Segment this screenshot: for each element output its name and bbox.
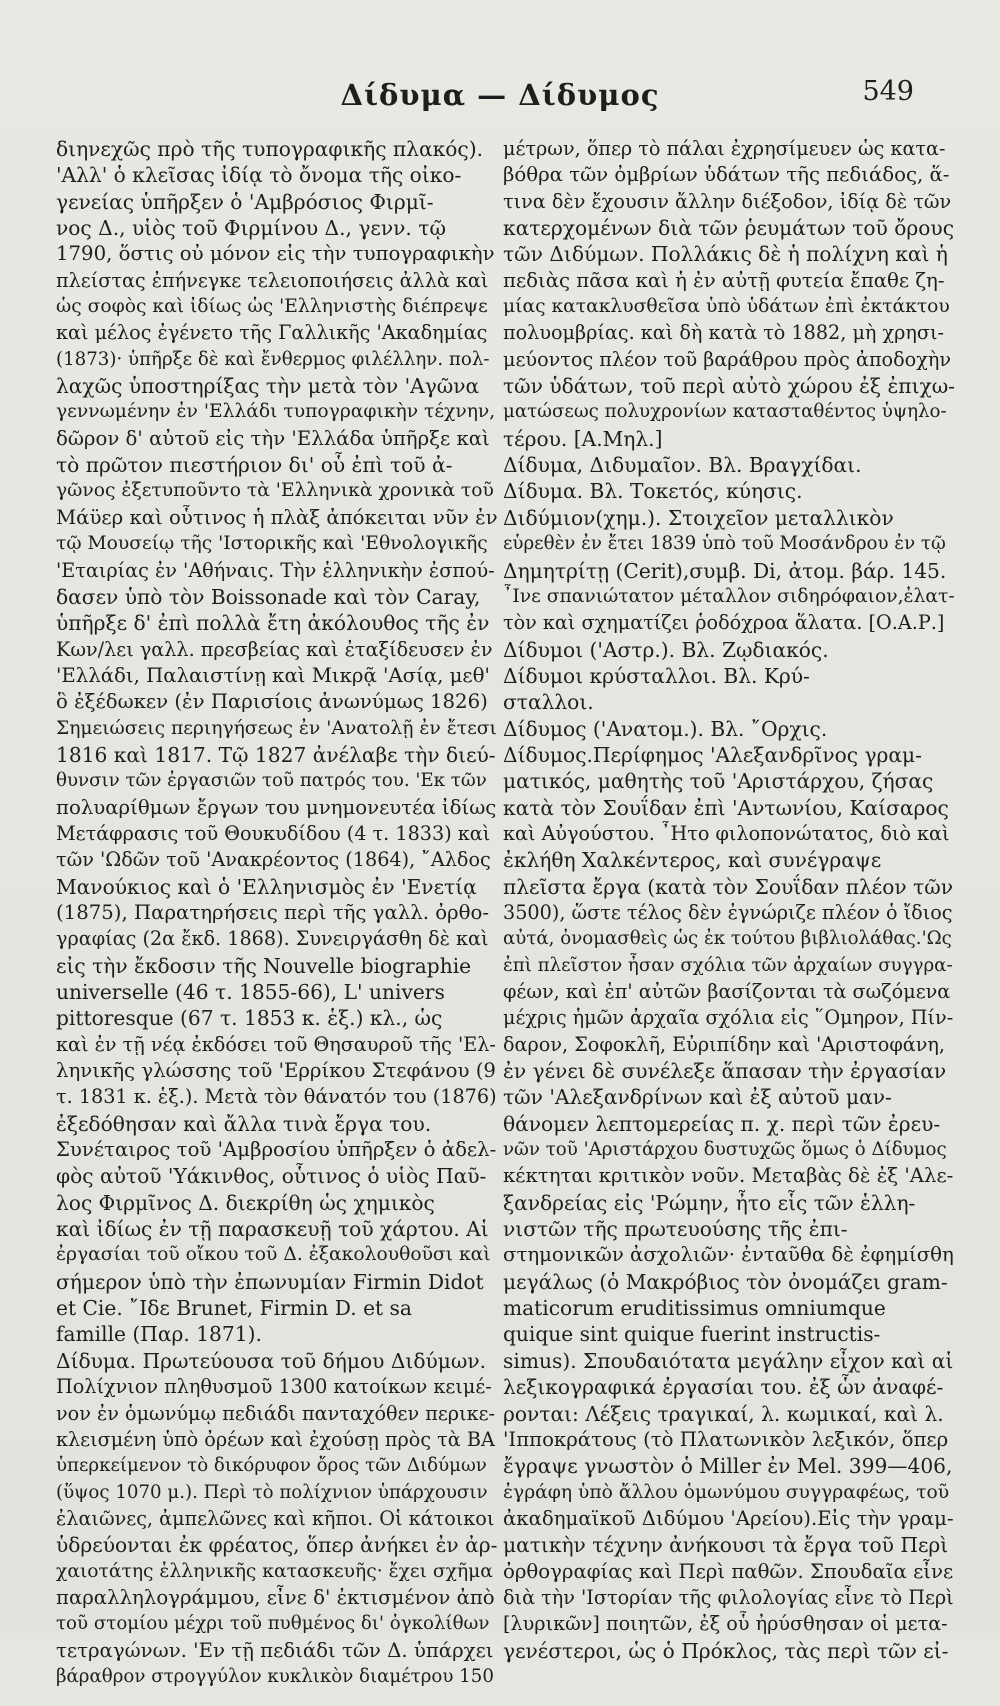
text-line: Δίδυμοι ('Αστρ.). Βλ. Ζῳδιακός. (503, 637, 829, 662)
text-line: 1816 καὶ 1817. Τῷ 1827 ἀνέλαβε τὴν διεύ- (56, 742, 496, 767)
text-line: Δίδυμα, Διδυμαῖον. Βλ. Βραγχίδαι. (503, 453, 862, 478)
text-line: ὑδρεύονται ἐκ φρέατος, ὅπερ ἀνήκει ἐν ἀρ- (56, 1533, 498, 1558)
text-line: τὸν καὶ σχηματίζει ῥοδόχροα ἅλατα. [Ο.Α.Ρ.] (503, 611, 945, 635)
text-line: εὑρεθὲν ἐν ἔτει 1839 ὑπὸ τοῦ Μοσάνδρου ἐν τῷ (503, 533, 946, 555)
text-line: simus). Σπουδαιότατα μεγάλην εἶχον καὶ αἱ (503, 1348, 954, 1373)
text-line: χαιοτάτης ἑλληνικῆς κατασκευῆς· ἔχει σχῆμα (56, 1560, 493, 1582)
text-line: 1790, ὅστις οὐ μόνον εἰς τὴν τυπογραφικὴν (56, 242, 495, 266)
text-line: κατὰ τὸν Σουΐδαν ἐπὶ 'Αντωνίου, Καίσαρος (503, 795, 949, 820)
text-line: μέτρων, ὅπερ τὸ πάλαι ἐχρησίμευεν ὡς κατα- (503, 137, 946, 160)
text-line: ὑπῆρξε δ' ἐπὶ πολλὰ ἔτη ἀκόλουθος τῆς ἐν (56, 611, 490, 636)
text-line: πολυομβρίας. καὶ δὴ κατὰ τὸ 1882, μὴ χρησι- (503, 321, 945, 345)
text-line: ξανδρείας εἰς 'Ρώμην, ἦτο εἷς τῶν ἑλλη- (503, 1190, 916, 1215)
text-line: νον ἐν ὁμωνύμῳ πεδιάδι πανταχόθεν περικε- (56, 1401, 496, 1425)
text-line: τέρου. [Α.Μηλ.] (503, 426, 663, 451)
text-line: γραφίας (2α ἔκδ. 1868). Συνειργάσθη δὲ καὶ (56, 927, 489, 951)
text-line: Δίδυμος.Περίφημος 'Αλεξανδρῖνος γραμ- (503, 742, 922, 767)
text-line: (ὕψος 1070 μ.). Περὶ τὸ πολίχνιον ὑπάρχουσιν (56, 1481, 488, 1503)
text-line: εἰς τὴν ἔκδοσιν τῆς Nouvelle biographie (56, 953, 472, 978)
text-line: Μετάφρασις τοῦ Θουκυδίδου (4 τ. 1833) καὶ (56, 821, 491, 845)
text-line: διηνεχῶς πρὸ τῆς τυπογραφικῆς πλακός). (56, 137, 483, 161)
text-line: Κων/λει γαλλ. πρεσβείας καὶ ἐταξίδευσεν ἐν (56, 637, 493, 661)
text-line: Δίδυμος ('Ανατομ.). Βλ. ῎Ορχις. (503, 716, 828, 741)
text-line: universelle (46 τ. 1855-66), L' univers (56, 980, 445, 1004)
right-column (503, 136, 955, 1664)
text-line: Δημητρίτῃ (Cerit),συμβ. Di, ἀτομ. βάρ. 145. (503, 558, 947, 583)
text-line: καὶ μέλος ἐγένετο τῆς Γαλλικῆς 'Ακαδημίας (56, 321, 488, 345)
text-line: δῶρον δ' αὐτοῦ εἰς τὴν 'Ελλάδα ὑπῆρξε καὶ (56, 426, 490, 450)
text-line: ματικός, μαθητὴς τοῦ 'Αριστάρχου, ζήσας (503, 769, 934, 794)
text-line: 'Ιπποκράτους (τὸ Πλατωνικὸν λεξικόν, ὅπερ (503, 1427, 949, 1451)
text-line: λαχῶς ὑποστηρίξας τὴν μετὰ τὸν 'Αγῶνα (56, 374, 480, 399)
text-line: κέκτηται κριτικὸν νοῦν. Μεταβὰς δὲ ἐξ 'Αλε- (503, 1164, 954, 1188)
text-line: γενέστεροι, ὡς ὁ Πρόκλος, τὰς περὶ τῶν εἰ- (503, 1638, 949, 1663)
text-line: πεδιὰς πᾶσα καὶ ἡ ἐν αὐτῇ φυτεία ἔπαθε ζη- (503, 268, 945, 292)
text-line: ματικὴν τέχνην ἀνήκουσι τὰ ἔργα τοῦ Περὶ (503, 1533, 949, 1558)
text-line: βάραθρον στρογγύλον κυκλικὸν διαμέτρου 150 (56, 1665, 494, 1687)
text-line: ὑπερκείμενον τὸ δικόρυφον ὄρος τῶν Διδύμων (56, 1455, 487, 1477)
text-line: λος Φιρμῖνος Δ. διεκρίθη ὡς χημικὸς (56, 1190, 435, 1215)
text-line: τῶν 'Αλεξανδρίνων καὶ ἐξ αὐτοῦ μαν- (503, 1085, 892, 1110)
text-line: maticorum eruditissimus omniumque (503, 1296, 886, 1321)
text-line: νῶν τοῦ 'Αριστάρχου δυστυχῶς ὅμως ὁ Δίδυμος (503, 1139, 947, 1161)
text-line: καὶ Αὐγούστου. ῏Ητο φιλοπονώτατος, διὸ καὶ (503, 821, 950, 845)
text-line: νος Δ., υἱὸς τοῦ Φιρμίνου Δ., γενν. τῷ (56, 216, 446, 241)
text-line: θάνομεν λεπτομερείας π. χ. περὶ τῶν ἐρευ- (503, 1111, 941, 1136)
page-number: 549 (862, 76, 914, 107)
text-line: famille (Παρ. 1871). (56, 1322, 262, 1347)
text-line: λεξικογραφικά ἐργασίαι του. ἐξ ὧν ἀναφέ- (503, 1375, 944, 1400)
text-line: πλεῖστα ἔργα (κατὰ τὸν Σουΐδαν πλέον τῶν (503, 874, 953, 899)
text-line: ἐλαιῶνες, ἀμπελῶνες καὶ κῆποι. Οἱ κάτοικοι (56, 1506, 495, 1530)
text-line: μεύοντος πλέον τοῦ βαράθρου πρὸς ἀποδοχὴν (503, 347, 951, 371)
text-line: ἐπὶ πλεῖστον ἦσαν σχόλια τῶν ἀρχαίων συγγρα- (503, 954, 953, 976)
text-line: δαρον, Σοφοκλῆ, Εὐριπίδην καὶ 'Αριστοφάνη, (503, 1032, 945, 1056)
text-line: τῶν Διδύμων. Πολλάκις δὲ ἡ πολίχνη καὶ ἡ (503, 242, 948, 267)
text-line: στημονικῶν ἀσχολιῶν· ἐνταῦθα δὲ ἐφημίσθη (503, 1243, 954, 1267)
text-line: ἐν γένει δὲ συνέλεξε ἅπασαν τὴν ἐργασίαν (503, 1059, 947, 1084)
text-line: ἐκλήθη Χαλκέντερος, καὶ συνέγραψε (503, 848, 882, 873)
text-line: ἐξεδόθησαν καὶ ἄλλα τινὰ ἔργα του. (56, 1111, 432, 1136)
text-line: μίας κατακλυσθεῖσα ὑπὸ ὑδάτων ἐπὶ ἐκτάκτου (503, 296, 950, 318)
text-line: Συνέταιρος τοῦ 'Αμβροσίου ὑπῆρξεν ὁ ἀδελ- (56, 1138, 497, 1162)
text-line: 'Αλλ' ὁ κλεῖσας ἰδίᾳ τὸ ὄνομα τῆς οἰκο- (56, 163, 462, 188)
text-line: Δίδυμα. Πρωτεύουσα τοῦ δήμου Διδύμων. (56, 1348, 487, 1373)
text-line: κλεισμένη ὑπὸ ὀρέων καὶ ἐχούσῃ πρὸς τὰ ΒΑ (56, 1427, 495, 1451)
text-line: τὸ πρῶτον πιεστήριον δι' οὗ ἐπὶ τοῦ ἀ- (56, 453, 453, 478)
text-line: [λυρικῶν] ποιητῶν, ἐξ οὗ ἠρύσθησαν οἱ μετα- (503, 1612, 948, 1636)
text-line: Δίδυμα. Βλ. Τοκετός, κύησις. (503, 479, 803, 504)
text-line: αὐτά, ὀνομασθεὶς ὡς ἐκ τούτου βιβλιολάθας.'Ως (503, 928, 952, 950)
text-line: ἔγραψε γνωστὸν ὁ Miller ἐν Mel. 399—406, (503, 1454, 953, 1479)
text-line: πλείστας ἐπήνεγκε τελειοποιήσεις ἀλλὰ καὶ (56, 268, 489, 292)
text-line: Πολίχνιον πληθυσμοῦ 1300 κατοίκων κειμέ- (56, 1375, 492, 1399)
text-line: γενείας ὑπῆρξεν ὁ 'Αμβρόσιος Φιρμῖ- (56, 189, 434, 214)
text-line: βόθρα τῶν ὀμβρίων ὑδάτων τῆς πεδιάδος, ἅ- (503, 163, 950, 187)
text-line: πολυαρίθμων ἔργων του μνημονευτέα ἰδίως (56, 795, 497, 819)
text-line: μέχρις ἡμῶν ἀρχαῖα σχόλια εἰς ῞Ομηρον, Πίν- (503, 1006, 954, 1030)
text-line: et Cie. ῎Ιδε Brunet, Firmin D. et sa (56, 1296, 412, 1321)
text-line: Μανούκιος καὶ ὁ 'Ελληνισμὸς ἐν 'Ενετίᾳ (56, 874, 477, 899)
running-head: Δίδυμα — Δίδυμος (340, 78, 660, 112)
column-divider (498, 136, 499, 1706)
text-line: τῶν ὑδάτων, τοῦ περὶ αὐτὸ χώρου ἐξ ἐπιχω- (503, 374, 955, 399)
text-line: παραλληλογράμμου, εἶνε δ' ἐκτισμένον ἀπὸ (56, 1585, 495, 1609)
text-line: δασεν ὑπὸ τὸν Boissonade καὶ τὸν Caray, (56, 584, 481, 609)
text-line: ὡς σοφὸς καὶ ἰδίως ὡς 'Ελληνιστὴς διέπρεψε (56, 296, 488, 318)
text-line: ληνικῆς γλώσσης τοῦ 'Ερρίκου Στεφάνου (9 (56, 1059, 496, 1083)
text-line: ἀκαδημαϊκοῦ Διδύμου 'Αρείου).Εἰς τὴν γραμ- (503, 1506, 954, 1530)
text-line: τινα δὲν ἔχουσιν ἄλλην διέξοδον, ἰδίᾳ δὲ τῶν (503, 189, 952, 213)
text-line: φέων, καὶ ἐπ' αὐτῶν βασίζονται τὰ σωζόμενα (503, 980, 951, 1003)
text-line: θυνσιν τῶν ἐργασιῶν τοῦ πατρός του. 'Εκ τῶν (56, 770, 487, 792)
text-line: φὸς αὐτοῦ 'Υάκινθος, οὗτινος ὁ υἱὸς Παῦ- (56, 1164, 487, 1189)
text-line: ἐργασίαι τοῦ οἴκου τοῦ Δ. ἐξακολουθοῦσι καὶ (56, 1244, 491, 1266)
text-line: τοῦ στομίου μέχρι τοῦ πυθμένος δι' ὀγκολίθων (56, 1613, 490, 1635)
text-line: τετραγώνων. 'Εν τῇ πεδιάδι τῶν Δ. ὑπάρχει (56, 1638, 494, 1662)
left-column (56, 136, 498, 1690)
text-line: σταλλοι. (503, 690, 594, 715)
text-line: (1875), Παρατηρήσεις περὶ τῆς γαλλ. ὀρθο- (56, 900, 489, 924)
text-line: γῶνος ἐξετυποῦντο τὰ 'Ελληνικὰ χρονικὰ τοῦ (56, 480, 494, 502)
text-line: pittoresque (67 τ. 1853 κ. ἑξ.) κλ., ὡς (56, 1006, 443, 1031)
text-line: διὰ τὴν 'Ιστορίαν τῆς φιλολογίας εἶνε τὸ Περὶ (503, 1585, 954, 1609)
text-line: τῶν 'Ωδῶν τοῦ 'Ανακρέοντος (1864), ῎Αλδος (56, 848, 491, 872)
text-line: ἐγράφη ὑπὸ ἄλλου ὁμωνύμου συγγραφέως, τοῦ (503, 1481, 950, 1503)
text-line: ματώσεως πολυχρονίων κατασταθέντος ὑψηλο- (503, 401, 947, 423)
text-line: Μάϋερ καὶ οὗτινος ἡ πλὰξ ἀπόκειται νῦν ἐν (56, 505, 498, 529)
text-line: 'Ελλάδι, Παλαιστίνῃ καὶ Μικρᾷ 'Ασίᾳ, μεθ' (56, 663, 490, 687)
text-line: Δίδυμοι κρύσταλλοι. Βλ. Κρύ- (503, 663, 810, 688)
text-line: ῏Ινε σπανιώτατον μέταλλον σιδηρόφαιον,ἐλατ- (503, 585, 955, 607)
text-line: ὀρθογραφίας καὶ Περὶ παθῶν. Σπουδαῖα εἶνε (503, 1559, 954, 1583)
text-line: τῷ Μουσείῳ τῆς 'Ιστορικῆς καὶ 'Εθνολογικῆς (56, 533, 488, 555)
text-line: καὶ ἐν τῇ νέᾳ ἐκδόσει τοῦ Θησαυροῦ τῆς 'Ελ- (56, 1032, 496, 1056)
text-line: Διδύμιον(χημ.). Στοιχεῖον μεταλλικὸν (503, 505, 894, 530)
text-line: 3500), ὥστε τέλος δὲν ἐγνώριζε πλέον ὁ ἴδιος (503, 900, 953, 924)
text-line: (1873)· ὑπῆρξε δὲ καὶ ἔνθερμος φιλέλλην. πολ- (56, 348, 490, 370)
text-line: ρονται: Λέξεις τραγικαί, λ. κωμικαί, καὶ λ. (503, 1401, 944, 1426)
text-line: γεννωμένην ἐν 'Ελλάδι τυπογραφικὴν τέχνην, (56, 401, 496, 423)
text-line: καὶ ἰδίως ἐν τῇ παρασκευῇ τοῦ χάρτου. Αἱ (56, 1217, 489, 1242)
text-line: νιστῶν τῆς πρωτευούσης τῆς ἐπι- (503, 1217, 848, 1242)
text-line: κατερχομένων διὰ τῶν ῥευμάτων τοῦ ὄρους (503, 216, 955, 241)
text-line: τ. 1831 κ. ἑξ.). Μετὰ τὸν θάνατόν του (1876) (56, 1085, 497, 1109)
text-line: 'Εταιρίας ἐν 'Αθήναις. Τὴν ἑλληνικὴν ἐσπού- (56, 558, 495, 582)
text-line: ὃ ἐξέδωκεν (ἐν Παρισίοις ἀνωνύμως 1826) (56, 690, 488, 714)
text-line: Σημειώσεις περιηγήσεως ἐν 'Ανατολῇ ἐν ἔτεσι (56, 717, 497, 739)
text-line: quique sint quique fuerint instructis- (503, 1322, 881, 1347)
text-line: σήμερον ὑπὸ τὴν ἐπωνυμίαν Firmin Didot (56, 1269, 484, 1294)
text-line: μεγάλως (ὁ Μακρόβιος τὸν ὀνομάζει gram- (503, 1269, 948, 1294)
